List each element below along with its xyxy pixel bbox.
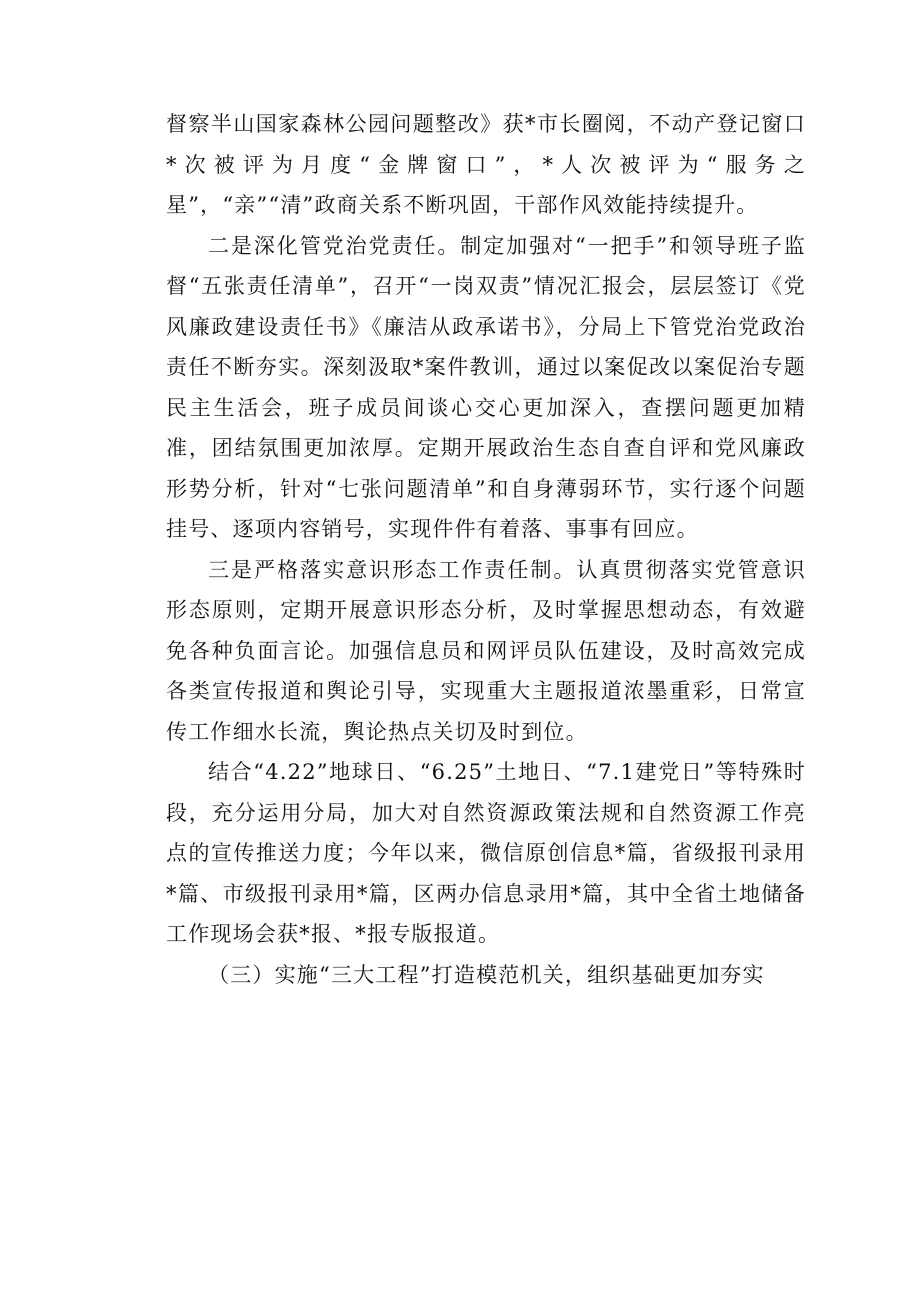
section-heading-three-projects: （三）实施“三大工程”打造模范机关，组织基础更加夯实 — [208, 962, 765, 987]
paragraph-continuation: 督察半山国家森林公园问题整改》获*市长圈阅，不动产登记窗口*次被评为月度“金牌窗口”，*人次被评为“服务之星”，“亲”“清”政商关系不断巩固，干部作风效能持续提升。 — [166, 112, 806, 217]
paragraph-ideology-responsibility: 三是严格落实意识形态工作责任制。认真贯彻落实党管意识形态原则，定期开展意识形态分析，及时掌握思想动态，有效避免各种负面言论。加强信息员和网评员队伍建设，及时高效完成各类宣传报道和舆论引导，实现重大主题报道浓墨重彩，日常宣传工作细水长流，舆论热点关切及时到位。 — [166, 557, 806, 744]
document-body — [166, 104, 806, 995]
paragraph-party-responsibility: 二是深化管党治党责任。制定加强对“一把手”和领导班子监督“五张责任清单”，召开“一岗双责”情况汇报会，层层签订《党风廉政建设责任书》《廉洁从政承诺书》，分局上下管党治党政治责任不断夯实。深刻汲取*案件教训，通过以案促改以案促治专题民主生活会，班子成员间谈心交心更加深入，查摆问题更加精准，团结氛围更加浓厚。定期开展政治生态自查自评和党风廉政形势分析，针对“七张问题清单”和自身薄弱环节，实行逐个问题挂号、逐项内容销号，实现件件有着落、事事有回应。 — [166, 233, 806, 541]
paragraph-publicity: 结合“4.22”地球日、“6.25”土地日、“7.1建党日”等特殊时段，充分运用分局，加大对自然资源政策法规和自然资源工作亮点的宣传推送力度；今年以来，微信原创信息*篇，省级报刊录用*篇、市级报刊录用*篇，区两办信息录用*篇，其中全省土地储备工作现场会获*报、*报专版报道。 — [166, 760, 806, 946]
